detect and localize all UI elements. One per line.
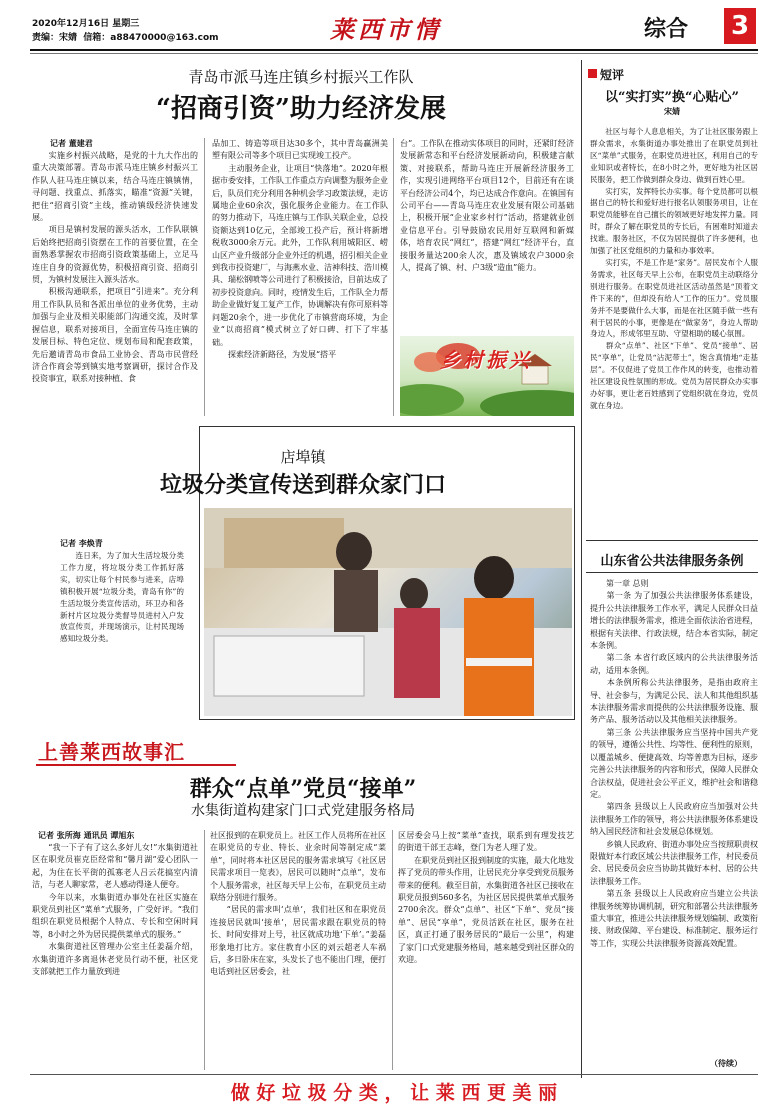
law-headline: 山东省公共法律服务条例 <box>600 554 744 569</box>
comment-tag: 短评 <box>600 68 625 82</box>
a2-photo-scene <box>204 508 572 716</box>
a3-byline: 记者 张所海 通讯员 谭旭东 <box>38 830 135 840</box>
footer-slogan: 做 好 垃 圾 分 类 ， 让 莱 西 更 美 丽 <box>230 1082 558 1104</box>
a2-photo <box>204 508 572 716</box>
a3-logo-underline <box>36 764 236 766</box>
header-date: 2020年12月16日 星期三 <box>32 19 140 29</box>
comment-headline: 以“实打实”换“心贴心” <box>605 90 739 105</box>
a3-col3: 区居委会马上按“菜单”查找，联系到有理发技艺的街道干部王志峰，登门为老人理了发。 在职党员到社区报到制度的实施，最大化地发挥了党员的带头作用，让居民充分享受到党员服务带来的便利。截至目前，水集街道各社区已接收在职党员报到560多名，为社区居民提供菜单式服务2700余次。群众“点单”、社区“下单”、党员“接单”、居民“享单”，党员活跃在社区，服务在社区，真正打通了服务居民的“最后一公里”，构建了家门口式党建服务格局，越来越受到社区群众的欢迎。 <box>398 831 574 965</box>
page-number: 3 <box>730 11 750 41</box>
a1-col3: 台”。工作队在推动实体项目的同时，还紧盯经济发展新常态和平台经济发展新动向，积极建言献策、对接联系，帮助马连庄开展新经济服务工作，实现引进网络平台项目12个，目前还有在谈平台经济公司4个，均已达成合作意向。在镇国有公司平台——青岛马连庄农业发展有限公司基础上，积极开展“企业家乡村行”活动，搭建就业创业信息平台。引导鼓励农民用好互联网和新媒体，培育农民“网红”，搭建“网红”经济平台，直接服务量达200余人次，惠及镇域农户3000余人，提高了镇、村、户3级“造血”能力。 <box>400 139 574 273</box>
a1-col1: 实施乡村振兴战略，是党的十九大作出的重大决策部署。青岛市派马连庄镇乡村振兴工作队人驻马连庄镇以来，结合马连庄镇镇情，寻问题、找重点、抓落实，瞄准“资源”关键，把住“招商引资”主线，推动镇级经济快速发展。 项目是镇村发展的源头活水，工作队联镇后始终把招商引资摆在工作的首要位置，在全面熟悉掌握农市招商引资政策基础上，立足马连庄自身的资源优势，积极招商引资、招商引贸，为镇村发展注入源头活水。 积极沟通联系，把项目“引进来”。充分利用工作队队员和各派出单位的业务优势，主动加强与企业及相关职能部门沟通交流，及时掌握信息，联系对接项目，全面宣传马连庄镇的发展目标、特色定位、规划布局和配套政策，先后邀请青岛市食品工业协会、青岛市民营经济合作商会等到镇实地考察调研，探讨合作及投资事宜，联系对接种植、食 <box>32 151 198 384</box>
a3-col-divider <box>204 830 205 1070</box>
story-column-logo: 上善莱西故事汇 <box>38 740 185 764</box>
header-rule <box>30 49 758 51</box>
comment-body: 社区与每个人息息相关，为了让社区服务跟上群众需求，水集街道办事处推出了在职党员到社区“菜单”式服务，在职党员进社区，利用自己的专业知识或者特长，在8小时之外，更好地为社区居民服务，把工作做到群众身边、做到百姓心里。 实打实，发挥特长办实事。每个党员都可以根据自己的特长和爱好进行报名认领服务项目，让在职党员能够在自己擅长的领域更好地发挥力量。同时，群众了解在职党员的专长后，有困难时知道去找谁。服务社区，不仅为居民提供了许多便利，也加强了社区党组织的力量和办事效率。 实打实，不是工作是“家务”。居民发布个人服务需求，社区每天早上公布，在职党员主动联络分别进行服务。在职党员进社区活动虽然是“顶着文件下来的”，但却没有给人“工作的压力”。党员服务并不是要做什么大事，而是在社区随手做一些有利于居民的小事，更像是在“做家务”，身边人帮助身边人，形成邻里互助、守望相助的暖心氛围。 群众“点单”、社区“下单”、党员“接单”、居民“享单”，让党员“沾泥带土”，饱含真情地“走基层”。不仅促进了党员工作作风的转变，也推动着社区建设良性氛围的形成。党员为居民群众办实事办好事，更让老百姓感到了党组织就在身边，党员就在身边。 <box>590 127 758 410</box>
header-editor: 责编：宋婧 信箱：a88470000@163.com <box>32 33 219 43</box>
a3-col2: 社区报到的在职党员上。社区工作人员将所在社区在职党员的专业、特长、业余时间等制定成“菜单”，同时将本社区居民的服务需求填写《社区居民需求项目一览表》，居民可以随时“点单”，发布个人服务需求，社区每天早上公布，在职党员主动联络分别进行服务。 “居民的需求叫‘点单’，我们社区和在职党员连接居民就叫‘接单’，居民需求跟在职党员的特长、时间安排对上号，社区就成功地‘下单’。”姜磊形象地打比方。家住教育小区的刘云超老人车祸后，多日卧床在家，头发长了也不能出门理，便打电话到社区居委会，社 <box>210 831 386 977</box>
header-rule-thin <box>30 53 758 54</box>
a1-col-divider <box>393 138 394 416</box>
a2-body: 连日来，为了加大生活垃圾分类工作力度，将垃圾分类工作抓好落实，切实让每个村民参与进来，店埠镇积极开展“垃圾分类，青岛有你”的生活垃圾分类宣传活动，环卫办和各新村片区垃圾分类督导员进村入户发放宣传页，并现场演示，让村民现场感知垃圾分类。 <box>60 551 184 644</box>
a1-headline: “招商引资”助力经济发展 <box>156 94 446 124</box>
side-rule <box>586 572 758 573</box>
a2-kicker: 店埠镇 <box>280 448 326 466</box>
section-name: 综合 <box>644 17 689 42</box>
comment-author: 宋婧 <box>664 106 680 116</box>
a1-col2: 品加工、铸造等项目达30多个，其中青岛赢洲美塑有限公司等多个项目已实现竣工投产。 主动服务企业，让项目“快落地”。2020年根据市委安排，工作队工作重点方向调整为服务企业后，队员们充分利用各种机会学习政策法规，走访属地企业60余次，强化服务企业能力。在工作队的努力推动下，马连庄镇与工作队关联企业，总投资额达到10亿元，全部竣工投产后，预计将新增税收3000余万元。此外，工作队利用城阳区、崂山区产业升级部分企业外迁的机遇，招引相关企业到我市投资建厂，与海燕水业、洁神科技、浩川模具、瑞松钢喷等公司进行了积极接洽，目前达成了初步投资意向。同时，疫情发生后，工作队全力帮助企业做好复工复产工作，协调解决有你可原料等问题20余个，进一步优化了市镇营商环境，为企业“以商招商”模式树立了好口碑、打下了牢基础。 探索经济新路径，为发展“搭平 <box>212 139 388 359</box>
masthead-logo: 莱西市情 <box>330 15 442 44</box>
comment-tag-marker <box>588 69 597 78</box>
a3-col1: “我一下子有了这么多好儿女!”水集街道社区在职党员崔克臣经常和“馨月湖”爱心团队一起，为住在长平街的孤寡老人吕云花搞室内清洁，与老人聊家常，老人感动得逢人便夸。 今年以来，水集街道办事处在社区实施在职党员到社区“菜单”式服务，广受好评。“我们组织在职党员根据个人特点、专长和空闲时间等，8小时之外为居民提供菜单式的服务。” 水集街道社区管理办公室主任姜磊介绍，水集街道许多离退休老党员行动不便，社区党支部就把工作力量放到进 <box>32 843 198 977</box>
a3-col-divider <box>392 830 393 1070</box>
a3-subhead: 水集街道构建家门口式党建服务格局 <box>191 803 415 819</box>
a1-kicker: 青岛市派马连庄镇乡村振兴工作队 <box>188 68 414 86</box>
side-column-divider <box>581 60 582 1078</box>
a1-col-divider <box>204 138 205 416</box>
law-body: 第一章 总则 第一条 为了加强公共法律服务体系建设，提升公共法律服务工作水平，满足人民群众日益增长的法律服务需求，推进全面依法治省进程，根据有关法律、行政法规，结合本省实际，制定本条例。 第二条 本省行政区域内的公共法律服务活动，适用本条例。 本条例所称公共法律服务，是指由政府主导、社会参与，为满足公民、法人和其他组织基本法律服务需求而提供的公共法律服务设施、服务产品、服务活动以及其他相关法律服务。 第三条 公共法律服务应当坚持中国共产党的领导，遵循公共性、均等性、便利性的原则，以覆盖城乡、便捷高效、均等普惠为目标，逐步完善公共法律服务的内容和形式，保障人民群众合法权益，促进社会公平正义，维护社会和谐稳定。 第四条 县级以上人民政府应当加强对公共法律服务工作的领导，将公共法律服务体系建设纳入国民经济和社会发展总体规划。 乡镇人民政府、街道办事处应当按照职责权限做好本行政区域公共法律服务工作，村民委员会、居民委员会应当协助其做好本村、居的公共法律服务工作。 第五条 县级以上人民政府应当建立公共法律服务统筹协调机制，研究和部署公共法律服务重大事宜，推进公共法律服务规划编制、政策衔接、财政保障、平台建设、标准制定、服务运行等工作，实现公共法律服务资源高效配置。 <box>590 579 758 948</box>
banner-text: 乡村振兴 <box>440 348 532 372</box>
law-continued: （待续） <box>710 1058 742 1068</box>
side-rule <box>586 540 758 541</box>
footer-rule <box>30 1074 758 1075</box>
a2-byline: 记者 李焕青 <box>60 538 103 548</box>
a1-byline: 记者 董建君 <box>50 138 93 148</box>
a2-headline: 垃圾分类宣传送到群众家门口 <box>159 472 446 498</box>
a3-headline: 群众“点单”党员“接单” <box>189 776 417 802</box>
